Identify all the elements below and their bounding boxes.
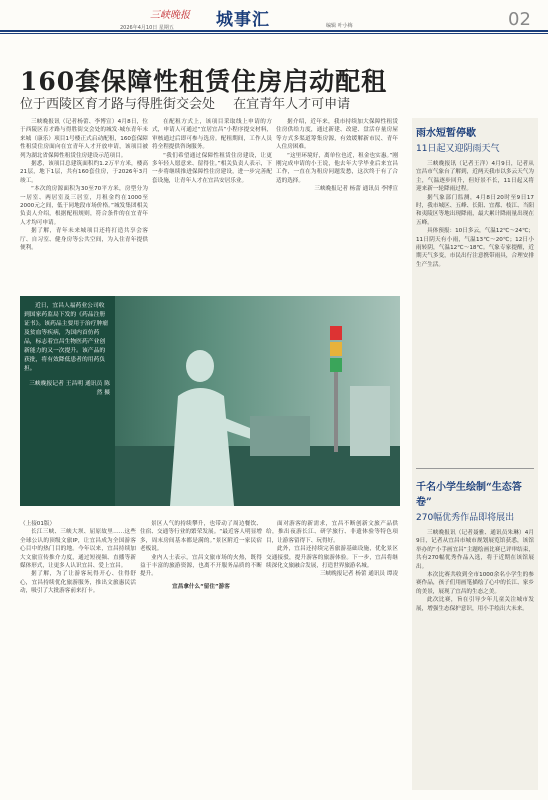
article-paragraph: “这里环境好，离单位也近，租金也实惠。”刚刚完成申请的小王说，他去年大学毕业后来宜昌工作，一直在为租房问题发愁，这次终于有了合适的选择。 bbox=[276, 152, 398, 184]
masthead bbox=[0, 0, 548, 32]
contest-paragraph: 本次比赛共收到全市1000余名小学生的参赛作品，孩子们用画笔描绘了心中的长江、家乡的美景，展现了宜昌的生态之美。 bbox=[416, 572, 534, 595]
photo-credit: 三峡晚报记者 王昌明 通讯员 陈然 摄 bbox=[29, 381, 110, 396]
lower-column-2 bbox=[140, 520, 262, 790]
article-column-3 bbox=[276, 118, 398, 290]
article-paragraph: 据悉，该项目总建筑面积约1.2万平方米，楼高21层，地下1层，共有160套住房，于2026年3月竣工。 bbox=[20, 161, 148, 184]
subhead-location: 位于西陵区育才路与得胜街交会处 bbox=[20, 97, 216, 112]
article-paragraph: 三峡晚报讯（记者杨蕾、李博宣）4月8日，位于西陵区育才路与得胜街交会处的城发·城东青年未来城（康乐）项目1号楼正式启动配租，160套保障性租赁住房面向在宜青年人才开放申请，该项目被列为湖北省保障性租赁住房建设示范项目。 bbox=[20, 119, 148, 159]
weather-subtitle: 11日起又迎阴雨天气 bbox=[416, 144, 500, 154]
contest-paragraph: 此次比赛，旨在引导少年儿童关注城市发展，增强生态保护意识，用小手绘出大未来。 bbox=[416, 597, 534, 612]
weather-text bbox=[416, 160, 534, 269]
editor-credit: 编辑 叶小梅 bbox=[326, 23, 353, 29]
article-paragraph: 长江三峡、三峡大坝、屈原故里……这些全球公认的顶级文旅IP，让宜昌成为全国游客心目中的热门目的地。今年以来，宜昌持续加大文旅宣传推介力度，通过短视频、直播等新媒体形式，让更多人认识宜昌、爱上宜昌。 bbox=[20, 529, 136, 570]
weather-story bbox=[416, 124, 534, 269]
weather-paragraph: 三峡晚报讯（记者王洋）4月9日，记者从宜昌市气象台了解到，近两天我市以多云天气为主，气温逐步回升，但好景不长，11日起又将迎来新一轮降雨过程。 bbox=[416, 161, 534, 193]
article-paragraph: 业内人士表示，宜昌文旅市场的火热，既得益于丰富的旅游资源，也离不开服务品质的不断提升。 bbox=[140, 554, 262, 578]
page-number: 02 bbox=[508, 9, 531, 30]
sidebar bbox=[412, 118, 538, 790]
subhead-eligibility: 在宜青年人才可申请 bbox=[233, 97, 351, 112]
article-paragraph: “我们希望通过保障性租赁住房建设，让更多年轻人愿意来、留得住。”相关负责人表示，下一步将继续推进保障性住房建设，进一步完善配套设施，让青年人才在宜昌安居乐业。 bbox=[152, 152, 272, 184]
article-paragraph: （上接01版） bbox=[20, 521, 56, 527]
weather-paragraph: 具体预报：10日多云，气温12℃～24℃；11日阴天有小雨，气温13℃～20℃；12日小雨转阴，气温12℃～18℃。气象专家提醒，近期天气多变，市民出行注意携带雨具，合理安排生产生活。 bbox=[416, 228, 534, 268]
sidebar-divider bbox=[416, 468, 534, 469]
article-column-1 bbox=[20, 118, 148, 290]
caption-text: 近日，宜昌人福药业公司收到国家药监局下发的《药品注册证书》。该药品主要用于治疗肿瘤及贫血等疾病，为国内首仿药品，标志着宜昌生物医药产业创新能力的又一次提升。该产品的获批，将有效降低患者的用药负担。 bbox=[24, 303, 109, 372]
section-title: 城事汇 bbox=[216, 10, 270, 30]
weather-paragraph: 据气象部门监测，4月8日20时至9日17时，我市城区、五峰、长阳、宜都、枝江、当阳和夷陵区等地出现降雨，最大累计降雨量出现在五峰。 bbox=[416, 194, 534, 226]
contest-text bbox=[416, 529, 534, 613]
contest-story bbox=[416, 478, 534, 613]
article-paragraph: 景区人气的持续攀升，也带动了周边餐饮、住宿、交通等行业的繁荣发展。“最近客人明显增多，周末房间基本都是满的。”景区附近一家民宿老板说。 bbox=[140, 521, 262, 553]
article-byline: 三峡晚报记者 杨蕾 通讯员 谭凌 bbox=[319, 571, 398, 578]
article-paragraph: 在配租方式上，该项目采取线上申请的方式，申请人可通过“宜居宜昌”小程序提交材料，审核通过后即可参与选房。配租期间，工作人员将全程提供咨询服务。 bbox=[152, 119, 272, 151]
section-subtitle: 宜昌拿什么“留住”游客 bbox=[172, 583, 230, 590]
contest-paragraph: 三峡晚报讯（记者聂雅、通讯员朱琳）4月9日，记者从宜昌市城市规划展览馆获悉，该馆举办的“小手画宜昌”主题绘画比赛已评审结束，共有270幅优秀作品入选，将于近期在该馆展出。 bbox=[416, 530, 534, 570]
news-photo bbox=[20, 296, 400, 506]
lower-column-1 bbox=[20, 520, 136, 790]
masthead-divider bbox=[0, 33, 548, 34]
newspaper-logo: 三峡晚报 bbox=[150, 10, 190, 21]
article-paragraph: “本次的房源面积为30至70平方米，房型分为一居室、两居室及三居室，月租金约在1000至2000元之间，低于同地段市场价格。”城发集团相关负责人介绍，根据配租规则，符合条件的在宜青年人才均可申请。 bbox=[20, 186, 148, 226]
article-paragraph: 据介绍，近年来，我市持续加大保障性租赁住房供给力度，通过新建、改建、盘活存量房屋等方式多渠道筹集房源，有效缓解新市民、青年人住房困难。 bbox=[276, 119, 398, 151]
article-paragraph: 此外，宜昌还持续完善旅游基础设施，优化景区交通接驳，提升游客的旅游体验。下一步，宜昌将继续深化文旅融合发展，打造世界旅游名城。 bbox=[266, 546, 398, 570]
article-paragraph: 据了解，为了让游客玩得开心、住得舒心，宜昌持续优化旅游服务，推出文旅惠民活动，吸引了大批游客前来打卡。 bbox=[20, 571, 136, 595]
article-column-2 bbox=[152, 118, 272, 290]
weather-title: 雨水短暂停歇 bbox=[416, 128, 476, 139]
article-paragraph: 据了解，青年未来城项目还将打造共享会客厅、自习室、健身房等公共空间，为入住青年提供便利。 bbox=[20, 228, 148, 252]
subheadline bbox=[20, 93, 364, 112]
photo-caption bbox=[24, 302, 110, 498]
article-paragraph: 面对游客的新需求，宜昌不断创新文旅产品供给，推出夜游长江、研学旅行、非遗体验等特色项目，让游客留得下、玩得好。 bbox=[266, 521, 398, 544]
contest-title: 千名小学生绘制“生态答卷” bbox=[416, 482, 522, 508]
lower-column-3 bbox=[266, 520, 398, 790]
main-headline: 160套保障性租赁住房启动配租 bbox=[20, 67, 388, 96]
contest-subtitle: 270幅优秀作品即将展出 bbox=[416, 513, 515, 523]
article-byline: 三峡晚报记者 杨蕾 通讯员 李博宣 bbox=[314, 186, 398, 193]
issue-date: 2026年4月10日 星期五 bbox=[120, 25, 174, 31]
